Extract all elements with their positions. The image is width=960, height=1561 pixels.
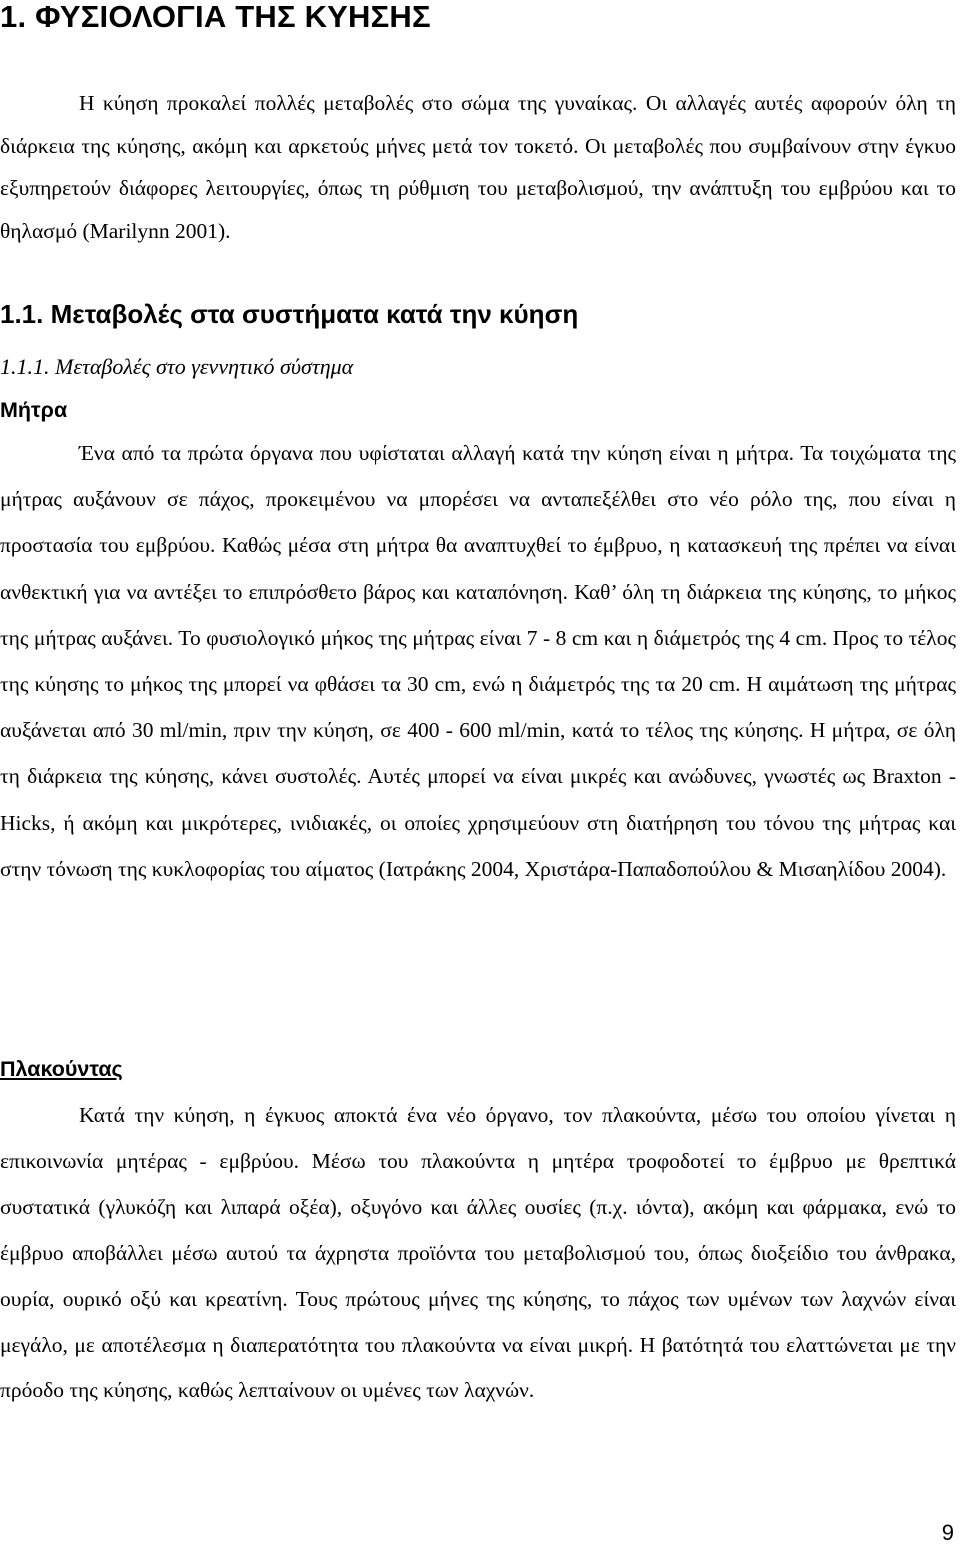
uterus-label: Μήτρα [0, 398, 68, 422]
chapter-heading: 1. ΦΥΣΙΟΛΟΓΙΑ ΤΗΣ ΚΥΗΣΗΣ [0, 0, 431, 34]
intro-paragraph: Η κύηση προκαλεί πολλές μεταβολές στο σώμα της γυναίκας. Οι αλλαγές αυτές αφορούν όλη τη διάρκεια της κύησης, ακόμη και αρκετούς μήνες μετά τον τοκετό. Οι μεταβολές που συμβαίνουν στην έγκυο εξυπηρετούν διάφορες λειτουργίες, όπως τη ρύθμιση του μεταβολισμού, την ανάπτυξη του εμβρύου και το θηλασμό (Marilynn 2001). [0, 91, 956, 243]
section-heading: 1.1. Μεταβολές στα συστήματα κατά την κύηση [0, 299, 579, 329]
uterus-paragraph: Ένα από τα πρώτα όργανα που υφίσταται αλλαγή κατά την κύηση είναι η μήτρα. Τα τοιχώματα της μήτρας αυξάνουν σε πάχος, προκειμένου να μπορέσει να ανταπεξέλθει στο νέο ρόλο της, που είναι η προστασία του εμβρύου. Καθώς μέσα στη μήτρα θα αναπτυχθεί το έμβρυο, η κατασκευή της πρέπει να είναι ανθεκτική για να αντέξει το επιπρόσθετο βάρος και καταπόνηση. Καθ’ όλη τη διάρκεια της κύησης, το μήκος της μήτρας αυξάνει. Το φυσιολογικό μήκος της μήτρας είναι 7 - 8 cm και η διάμετρός της 4 cm. Προς το τέλος της κύησης το μήκος της μπορεί να φθάσει τα 30 cm, ενώ η διάμετρός της τα 20 cm. Η αιμάτωση της μήτρας αυξάνεται από 30 ml/min, πριν την κύηση, σε 400 - 600 ml/min, κατά το τέλος της κύησης. Η μήτρα, σε όλη τη διάρκεια της κύησης, κάνει συστολές. Αυτές μπορεί να είναι μικρές και ανώδυνες, γνωστές ως Braxton - Hicks, ή ακόμη και μικρότερες, ινιδιακές, οι οποίες χρησιμεύουν στη διατήρηση του τόνου της μήτρας και στην τόνωση της κυκλοφορίας του αίματος (Ιατράκης 2004, Χριστάρα-Παπαδοπούλου & Μισαηλίδου 2004). [0, 441, 956, 881]
subsection-heading: 1.1.1. Μεταβολές στο γεννητικό σύστημα [0, 354, 354, 379]
page-number: 9 [941, 1520, 954, 1545]
placenta-label: Πλακούντας [0, 1057, 123, 1081]
placenta-paragraph: Κατά την κύηση, η έγκυος αποκτά ένα νέο όργανο, τον πλακούντα, μέσω του οποίου γίνεται η επικοινωνία μητέρας - εμβρύου. Μέσω του πλακούντα η μητέρα τροφοδοτεί το έμβρυο με θρεπτικά συστατικά (γλυκόζη και λιπαρά οξέα), οξυγόνο και άλλες ουσίες (π.χ. ιόντα), ακόμη και φάρμακα, ενώ το έμβρυο αποβάλλει μέσω αυτού τα άχρηστα προϊόντα του μεταβολισμού του, όπως διοξείδιο του άνθρακα, ουρία, ουρικό οξύ και κρεατίνη. Τους πρώτους μήνες της κύησης, το πάχος των υμένων των λαχνών είναι μεγάλο, με αποτέλεσμα η διαπερατότητα του πλακούντα να είναι μικρή. Η βατότητά του ελαττώνεται με την πρόοδο της κύησης, καθώς λεπταίνουν οι υμένες των λαχνών. [0, 1103, 956, 1403]
